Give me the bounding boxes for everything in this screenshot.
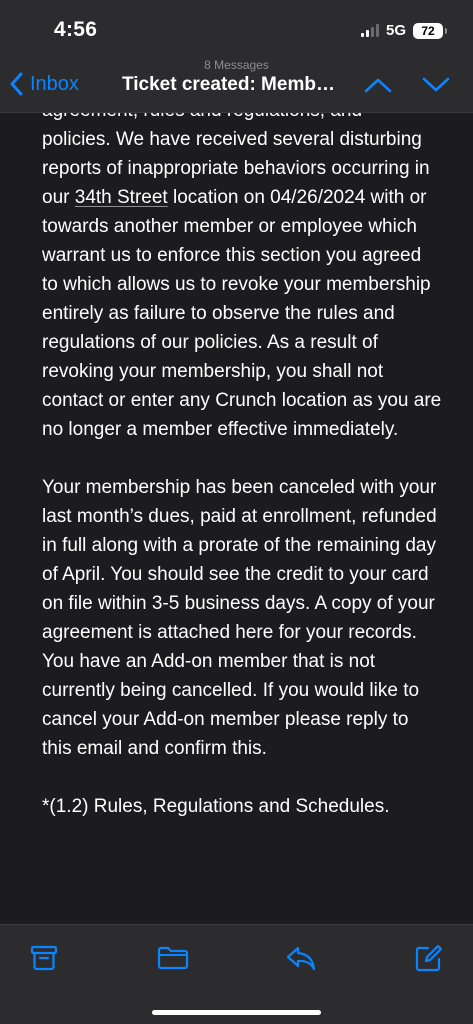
chevron-down-icon [422, 77, 450, 93]
email-paragraph-2: Your membership has been canceled with your last month’s dues, paid at enrollment, refunded in full along with a prorate of the remaining day of April. You should see the credit to your card on file within 3-5 business days. A copy of your agreement is attached here for your records. You have an Add-on member that is not currently being cancelled. If you would like to cancel your Add-on member please reply to this email and confirm this. [42, 477, 437, 759]
back-label: Inbox [30, 72, 79, 95]
battery-icon [413, 23, 443, 39]
paragraph-1-text-start: policies. We have received several disturbing reports of inappropriate behaviors occurring in our [42, 129, 430, 208]
archive-icon [30, 945, 58, 971]
paragraph-1-text-end: location on 04/26/2024 with or towards another member or employee which warrant us to enforce this section you agreed to which allows us to revoke your membership entirely as failure to observe the rules and regulations of our policies. As a result of revoking your membership, you shall not contact or enter any Crunch location as you are no longer a member effective immediately. [42, 187, 442, 440]
chevron-left-icon [10, 72, 24, 96]
network-type: 5G [385, 22, 406, 39]
email-subject-title: Ticket created: Memb… [122, 74, 335, 95]
location-link[interactable]: 34th Street [74, 187, 168, 208]
reply-button[interactable] [284, 943, 318, 973]
thread-message-count: 8 Messages [204, 58, 269, 72]
back-to-inbox-button[interactable] [10, 72, 79, 96]
status-bar [0, 0, 473, 58]
status-time: 4:56 [54, 18, 98, 41]
status-indicators [361, 22, 443, 39]
chevron-up-icon [364, 77, 392, 93]
compose-icon [414, 944, 444, 972]
bottom-toolbar [0, 924, 473, 1024]
email-paragraph-3: *(1.2) Rules, Regulations and Schedules. [42, 796, 390, 817]
folder-icon [157, 945, 189, 971]
home-indicator[interactable] [152, 1010, 321, 1015]
email-paragraph-1 [42, 125, 442, 444]
navigation-bar [0, 58, 473, 113]
reply-icon [285, 945, 317, 971]
cellular-signal-icon [361, 24, 379, 37]
battery-level: 72 [421, 23, 435, 38]
compose-button[interactable] [412, 943, 446, 973]
move-to-folder-button[interactable] [156, 943, 190, 973]
archive-button[interactable] [27, 943, 61, 973]
previous-message-button[interactable] [363, 72, 393, 98]
next-message-button[interactable] [421, 72, 451, 98]
email-body [42, 96, 442, 850]
